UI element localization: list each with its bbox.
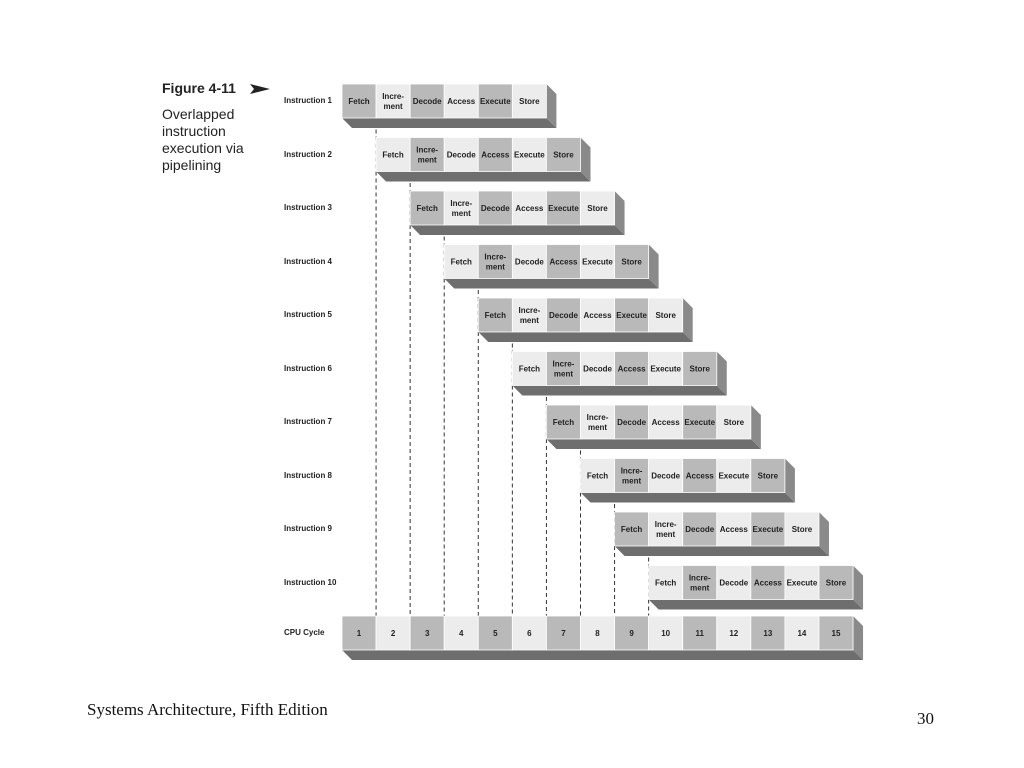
instruction-row — [512, 352, 726, 396]
cpu-cycle-label: 5 — [493, 629, 498, 638]
page-number: 30 — [917, 709, 934, 728]
stage-increment-cell — [376, 84, 410, 118]
figure-description-line: Overlapped — [162, 106, 235, 122]
stage-increment-cell — [615, 459, 649, 493]
stage-execute-label: Execute — [752, 525, 784, 534]
stage-fetch-label: Fetch — [654, 578, 677, 588]
stage-store-label: Store — [689, 364, 710, 374]
stage-decode-label: Decode — [480, 204, 510, 213]
instruction-row — [615, 512, 829, 556]
block-bottom-face — [342, 118, 556, 128]
block-bottom-face — [342, 650, 863, 660]
block-bottom-face — [410, 225, 624, 235]
stage-decode-label: Decode — [719, 578, 749, 588]
stage-decode-label: Decode — [446, 150, 476, 160]
cpu-cycle-label: 12 — [729, 629, 739, 638]
stage-access-label: Access — [685, 471, 714, 481]
instruction-row — [478, 298, 692, 342]
stage-increment-label: Incre-ment — [416, 145, 439, 165]
stage-decode-label: Decode — [514, 257, 544, 267]
stage-fetch-label: Fetch — [586, 471, 609, 481]
stage-increment-label: Incre-ment — [518, 306, 541, 325]
cpu-cycle-label: 8 — [595, 629, 600, 638]
stage-store-label: Store — [553, 150, 574, 160]
stage-access-label: Access — [447, 97, 476, 106]
block-bottom-face — [546, 439, 760, 449]
cpu-cycle-label: 1 — [356, 629, 362, 638]
stage-store-label: Store — [723, 418, 745, 427]
stage-access-label: Access — [481, 150, 510, 160]
stage-fetch-label: Fetch — [348, 97, 370, 106]
stage-increment-label: Incre-ment — [688, 573, 711, 593]
block-bottom-face — [478, 332, 692, 342]
stage-execute-label: Execute — [548, 204, 579, 213]
stage-access-label: Access — [549, 257, 578, 267]
stage-execute-label: Execute — [479, 97, 511, 106]
instruction-label: Instruction 7 — [284, 417, 333, 426]
instruction-row — [649, 566, 863, 610]
stage-increment-label: Incre-ment — [382, 92, 405, 111]
block-bottom-face — [376, 172, 590, 182]
instruction-label: Instruction 3 — [284, 203, 333, 212]
stage-execute-label: Execute — [684, 418, 716, 427]
figure-title: Figure 4-11 — [162, 80, 236, 96]
stage-access-label: Access — [515, 204, 544, 213]
stage-execute-label: Execute — [514, 150, 545, 160]
cpu-cycle-label: 10 — [661, 629, 671, 638]
block-bottom-face — [615, 546, 829, 556]
instruction-row — [546, 405, 760, 449]
cpu-cycle-label: 4 — [459, 629, 464, 638]
instruction-label: Instruction 8 — [284, 470, 333, 480]
stage-store-label: Store — [621, 257, 642, 267]
stage-access-label: Access — [583, 311, 612, 320]
instruction-row — [580, 459, 794, 503]
stage-fetch-label: Fetch — [416, 204, 438, 213]
stage-execute-label: Execute — [616, 311, 647, 320]
instruction-label: Instruction 4 — [284, 256, 333, 266]
cpu-cycle-label: 11 — [695, 629, 704, 638]
stage-increment-label: Incre-ment — [552, 359, 575, 379]
cpu-cycle-label: 2 — [390, 629, 396, 638]
stage-access-label: Access — [719, 525, 748, 534]
cpu-cycle-label: 13 — [763, 629, 773, 638]
cpu-cycle-label: 3 — [424, 629, 430, 638]
instruction-row — [376, 138, 590, 182]
stage-increment-label: Incre-ment — [450, 199, 473, 218]
cpu-cycle-row — [342, 616, 863, 660]
stage-decode-label: Decode — [651, 471, 681, 481]
stage-execute-label: Execute — [650, 364, 682, 374]
stage-execute-label: Execute — [718, 471, 750, 481]
stage-increment-cell — [512, 298, 546, 332]
cpu-cycle-label: 7 — [561, 629, 566, 638]
instruction-label: Instruction 5 — [284, 310, 333, 319]
stage-fetch-label: Fetch — [484, 311, 506, 320]
instruction-row — [342, 84, 556, 128]
stage-increment-cell — [478, 245, 512, 279]
stage-decode-label: Decode — [685, 525, 715, 534]
cpu-cycle-label: CPU Cycle — [284, 628, 325, 637]
block-bottom-face — [444, 279, 658, 289]
block-bottom-face — [512, 386, 726, 396]
stage-decode-label: Decode — [412, 97, 442, 106]
stage-increment-label: Incre-ment — [586, 413, 609, 432]
cpu-cycle-label: 14 — [797, 629, 807, 638]
stage-execute-label: Execute — [582, 257, 613, 267]
stage-increment-cell — [649, 512, 683, 546]
stage-access-label: Access — [617, 364, 646, 374]
stage-increment-cell — [580, 405, 614, 439]
instruction-label: Instruction 2 — [284, 149, 333, 159]
cpu-cycle-label: 15 — [831, 629, 841, 638]
cpu-cycle-label: 9 — [629, 629, 634, 638]
figure-description-line: execution via — [162, 140, 244, 156]
stage-store-label: Store — [587, 204, 608, 213]
stage-store-label: Store — [825, 578, 847, 588]
footer-book-title: Systems Architecture, Fifth Edition — [87, 700, 328, 719]
instruction-row — [444, 245, 658, 289]
stage-decode-label: Decode — [583, 364, 612, 374]
stage-increment-label: Incre-ment — [654, 520, 677, 539]
block-bottom-face — [649, 600, 863, 610]
stage-store-label: Store — [757, 471, 779, 481]
stage-increment-cell — [683, 566, 717, 600]
figure-description-line: pipelining — [162, 157, 222, 173]
stage-increment-label: Incre-ment — [484, 252, 507, 272]
stage-access-label: Access — [651, 418, 680, 427]
stage-increment-label: Incre-ment — [620, 466, 643, 486]
stage-increment-cell — [444, 191, 478, 225]
instruction-label: Instruction 6 — [284, 363, 333, 373]
stage-execute-label: Execute — [786, 578, 818, 588]
stage-decode-label: Decode — [617, 418, 647, 427]
instruction-label: Instruction 9 — [284, 524, 333, 533]
stage-fetch-label: Fetch — [620, 525, 643, 534]
stage-store-label: Store — [519, 97, 540, 106]
stage-fetch-label: Fetch — [382, 150, 404, 160]
stage-access-label: Access — [753, 578, 782, 588]
stage-store-label: Store — [655, 311, 676, 320]
stage-increment-cell — [546, 352, 580, 386]
cpu-cycle-label: 6 — [527, 629, 532, 638]
stage-increment-cell — [410, 138, 444, 172]
instruction-row — [410, 191, 624, 235]
block-bottom-face — [580, 493, 794, 503]
figure-description-line: instruction — [162, 123, 226, 139]
stage-fetch-label: Fetch — [518, 364, 541, 374]
instruction-label: Instruction 10 — [284, 577, 337, 587]
stage-fetch-label: Fetch — [552, 418, 575, 427]
instruction-label: Instruction 1 — [284, 96, 333, 105]
stage-decode-label: Decode — [549, 311, 578, 320]
stage-fetch-label: Fetch — [450, 257, 472, 267]
stage-store-label: Store — [791, 525, 813, 534]
